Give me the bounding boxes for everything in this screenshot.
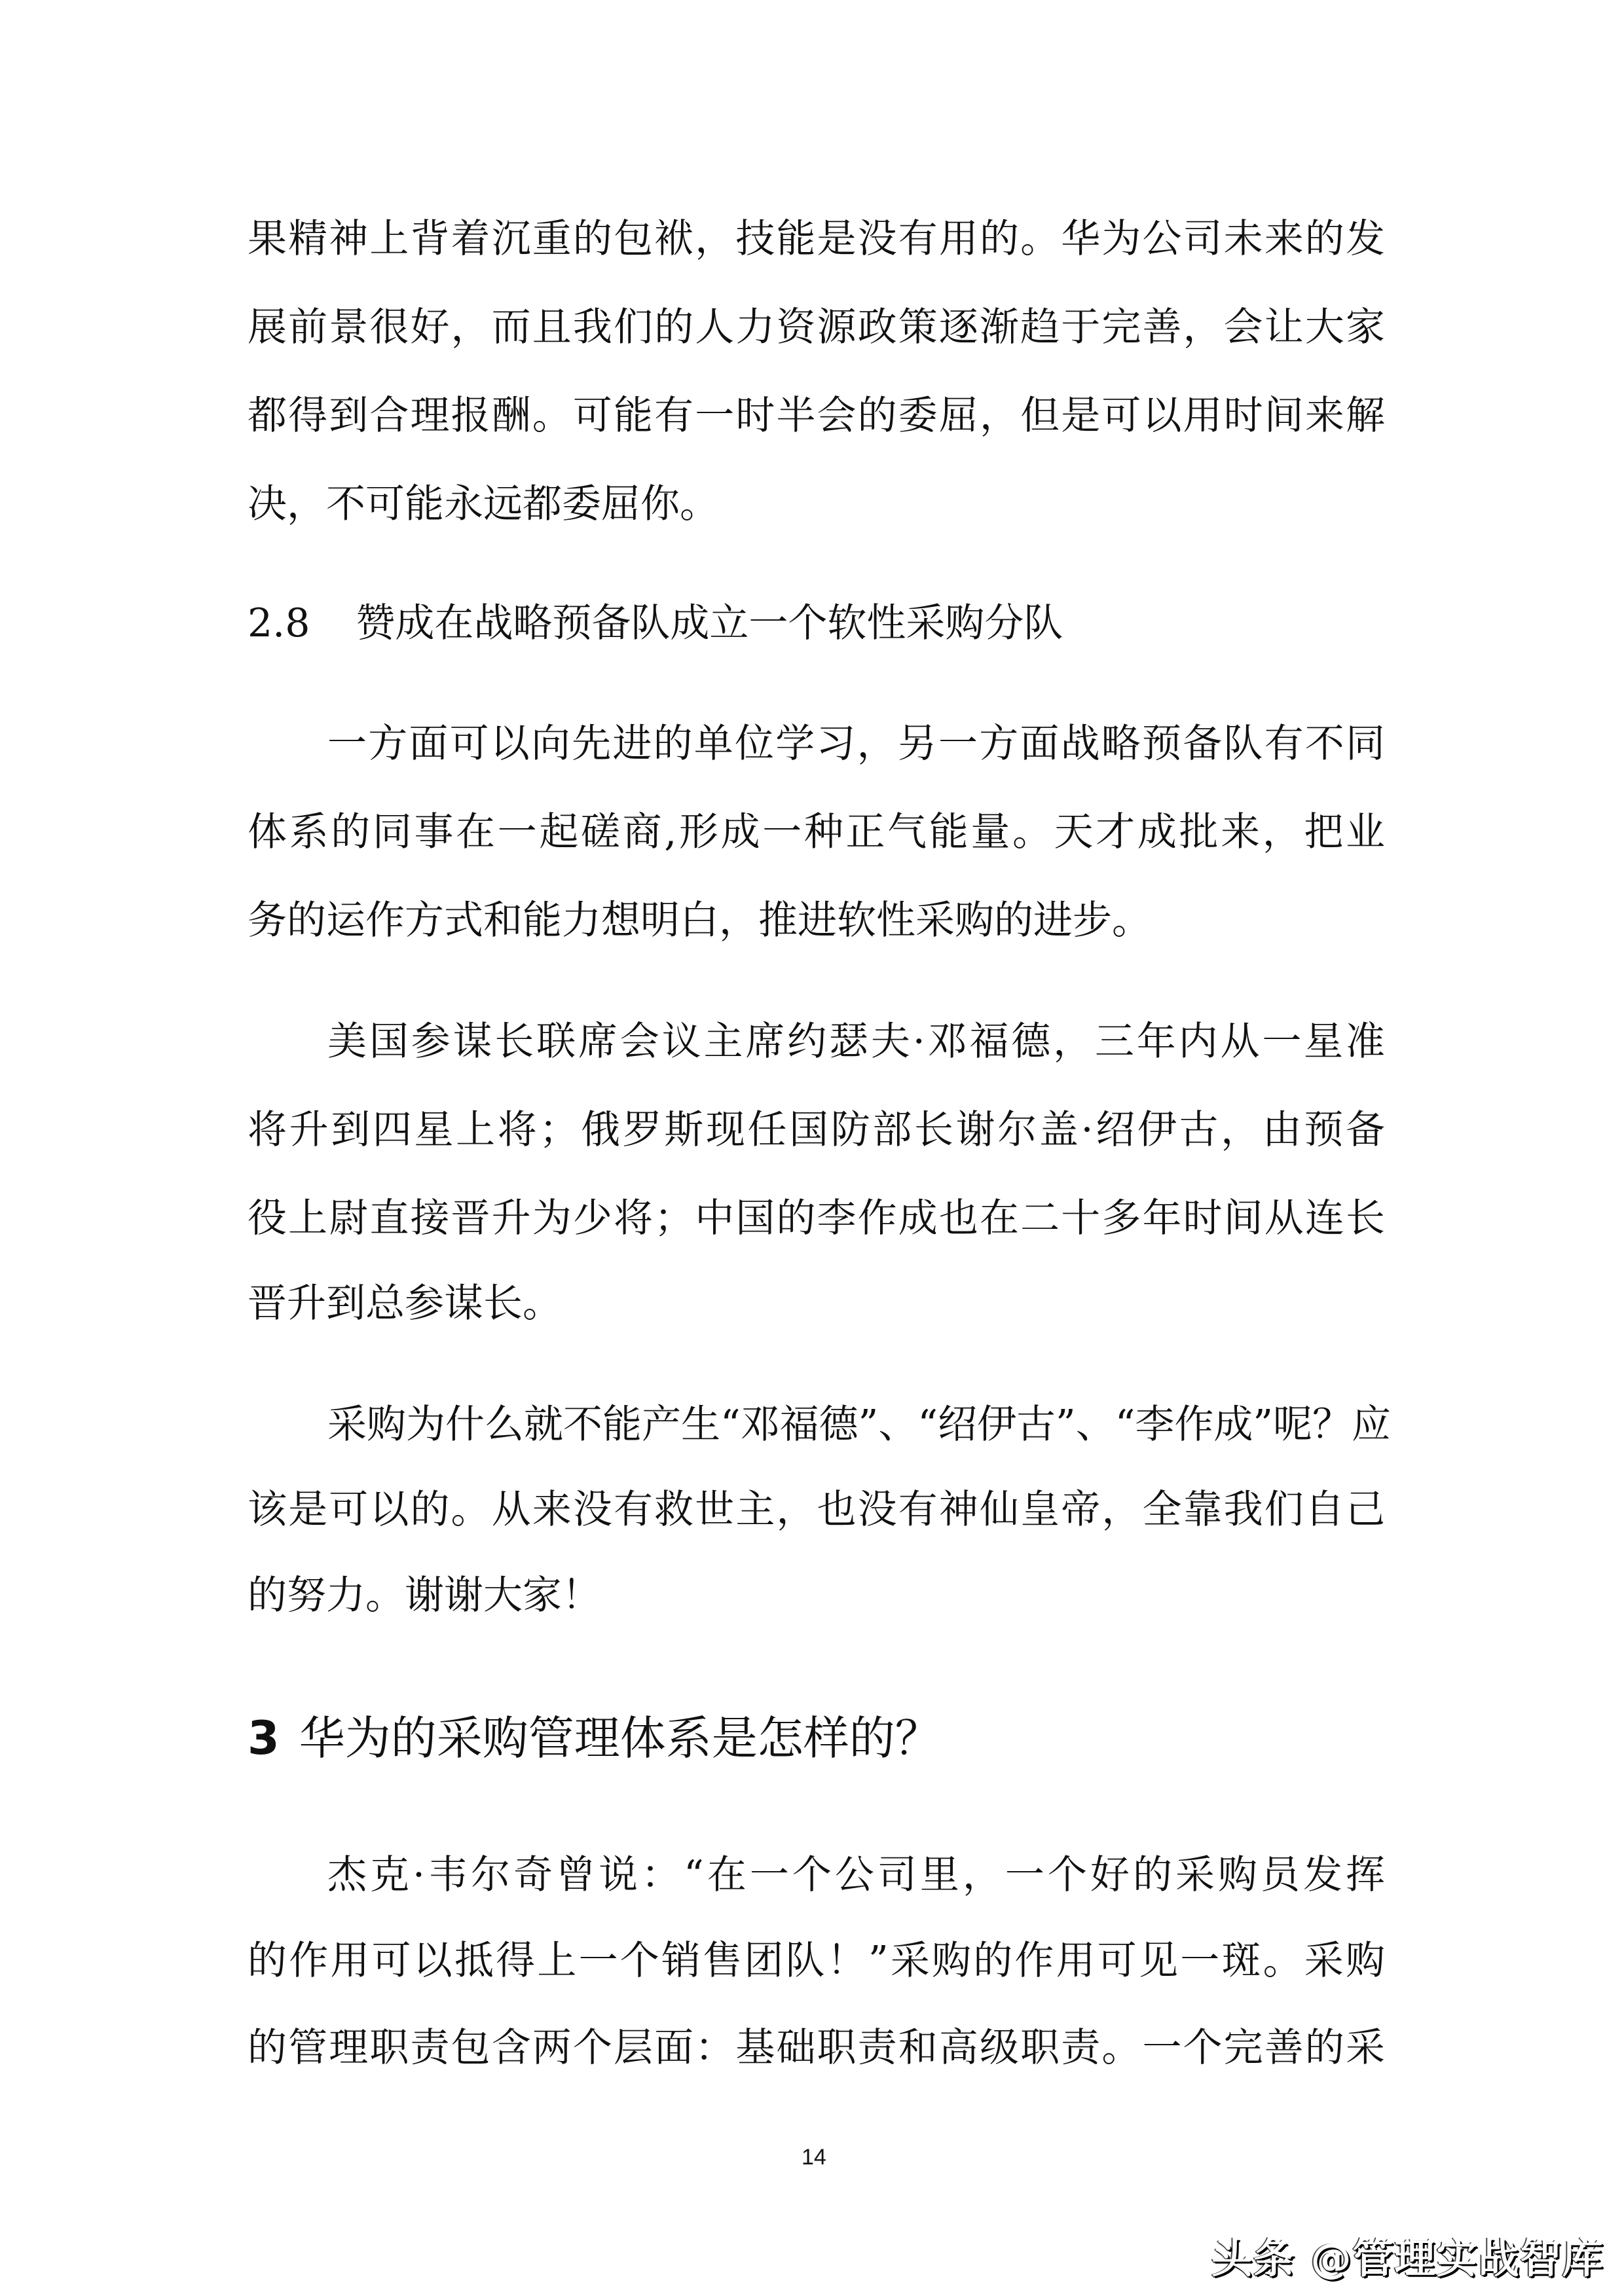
text-line: 杰克·韦尔奇曾说：“在一个公司里，一个好的采购员发挥 [327,1852,1385,1898]
text-line: 的作用可以抵得上一个销售团队！”采购的作用可见一斑。采购 [248,1938,1385,1984]
text-line: 果精神上背着沉重的包袱，技能是没有用的。华为公司未来的发 [248,216,1385,262]
section-title: 华为的采购管理体系是怎样的？ [299,1711,941,1765]
page-number: 14 [802,2145,826,2170]
watermark: 头条 @管理实战智库 [1211,2234,1604,2282]
text-line: 役上尉直接晋升为少将；中国的李作成也在二十多年时间从连长 [248,1195,1385,1241]
text-line: 都得到合理报酬。可能有一时半会的委屈，但是可以用时间来解 [248,393,1385,439]
text-line: 美国参谋长联席会议主席约瑟夫·邓福德，三年内从一星准 [327,1019,1385,1065]
section-heading-3 [248,1709,941,1768]
text-line: 采购为什么就不能产生“邓福德”、“绍伊古”、“李作成”呢？应 [327,1402,1392,1448]
text-line: 的管理职责包含两个层面：基础职责和高级职责。一个完善的采 [248,2025,1385,2071]
text-line: 该是可以的。从来没有救世主，也没有神仙皇帝，全靠我们自己 [248,1487,1385,1533]
text-line: 务的运作方式和能力想明白，推进软性采购的进步。 [248,898,1151,943]
text-line: 展前景很好，而且我们的人力资源政策逐渐趋于完善，会让大家 [248,304,1385,350]
text-line: 将升到四星上将；俄罗斯现任国防部长谢尔盖·绍伊古，由预备 [248,1107,1385,1153]
text-line: 的努力。谢谢大家！ [248,1573,601,1618]
section-heading-2-8 [248,597,1063,649]
section-number: 2.8 [248,600,310,646]
section-number: 3 [248,1711,280,1765]
text-line: 一方面可以向先进的单位学习，另一方面战略预备队有不同 [327,721,1385,767]
text-line: 体系的同事在一起磋商,形成一种正气能量。天才成批来，把业 [248,809,1385,855]
text-line: 决，不可能永远都委屈你。 [248,481,719,527]
section-title: 赞成在战略预备队成立一个软性采购分队 [356,600,1063,646]
text-line: 晋升到总参谋长。 [248,1281,562,1326]
